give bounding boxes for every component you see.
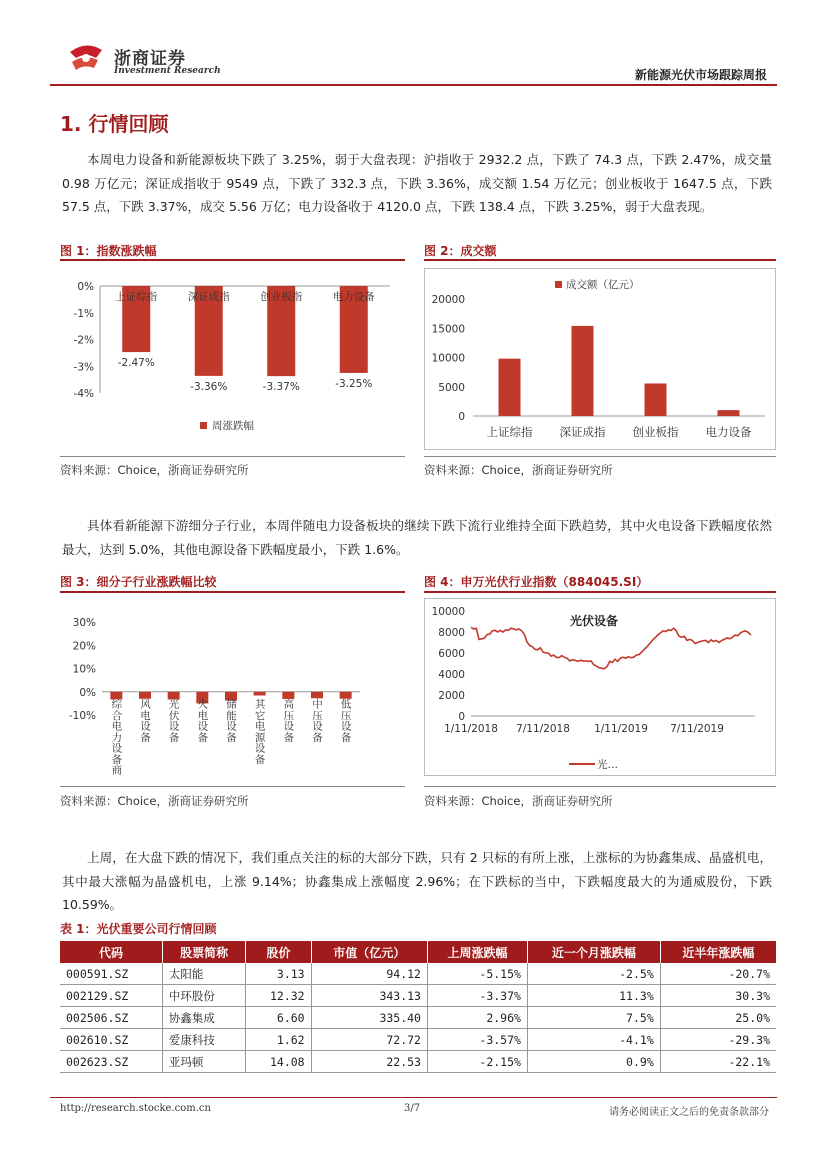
data-label: -3.36% [190, 380, 228, 393]
footer-disclaimer: 请务必阅读正文之后的免责条款部分 [609, 1107, 769, 1118]
y-tick-label: 0% [79, 686, 96, 699]
cell-code: 002610.SZ [60, 1029, 162, 1051]
category-label: 上证综指 [115, 291, 158, 303]
cell-name: 爱康科技 [162, 1029, 246, 1051]
cell-price: 1.62 [246, 1029, 311, 1051]
cell-week-change: -3.37% [427, 985, 527, 1007]
figure-2-bottom-rule [424, 456, 776, 457]
cell-code: 002623.SZ [60, 1051, 162, 1073]
x-tick-label: 7/11/2019 [670, 723, 724, 735]
figure-2-rule [424, 259, 776, 261]
bar-中压设备 [311, 692, 323, 699]
cell-halfyear-change: 30.3% [660, 985, 776, 1007]
cell-month-change: 0.9% [527, 1051, 660, 1073]
y-tick-label: 10000 [431, 606, 465, 618]
y-tick-label: 6000 [438, 648, 465, 660]
y-tick-label: 15000 [431, 323, 465, 336]
y-tick-label: 8000 [438, 627, 465, 639]
figure-1-rule [60, 259, 405, 261]
report-title: 新能源光伏市场跟踪周报 [634, 68, 767, 82]
table-header-row [60, 941, 776, 963]
col-header-market-cap: 市值（亿元） [311, 941, 427, 963]
figure-4-rule [424, 591, 776, 593]
bar-创业板指 [645, 383, 667, 416]
y-tick-label: 30% [72, 617, 96, 629]
category-label: 综合电力设备商 [110, 698, 123, 775]
cell-price: 3.13 [246, 963, 311, 985]
cell-name: 太阳能 [162, 963, 246, 985]
cell-week-change: -3.57% [427, 1029, 527, 1051]
category-label: 储能设备 [225, 698, 237, 742]
bar-上证综指 [499, 359, 521, 416]
figure-3-caption: 图 3：细分子行业涨跌幅比较 [60, 575, 217, 589]
table-row [60, 1051, 776, 1073]
paragraph-sub-industry: 具体看新能源下游细分子行业，本周伴随电力设备板块的继续下跌下流行业维持全面下跌趋势，其中火电设备下跌幅度依然最大，达到 5.0%，其他电源设备下跌幅度最小，下跌 1.6%。 [62, 518, 772, 557]
x-tick-label: 1/11/2018 [444, 723, 498, 735]
cell-code: 002506.SZ [60, 1007, 162, 1029]
cell-market-cap: 22.53 [311, 1051, 427, 1073]
header-divider [50, 84, 777, 86]
cell-market-cap: 72.72 [311, 1029, 427, 1051]
y-tick-label: -4% [73, 388, 94, 400]
cell-market-cap: 343.13 [311, 985, 427, 1007]
cell-week-change: -5.15% [427, 963, 527, 985]
figure-1-caption: 图 1：指数涨跌幅 [60, 244, 157, 258]
table-row [60, 1007, 776, 1029]
y-tick-label: 5000 [438, 381, 465, 394]
category-label: 光伏设备 [167, 698, 180, 742]
data-label: -3.37% [262, 381, 300, 394]
legend-label: 光… [597, 759, 618, 771]
category-label: 上证综指 [486, 425, 533, 439]
footer-divider [50, 1097, 777, 1098]
figure-4-bottom-rule [424, 786, 776, 787]
data-label: -2.47% [117, 357, 155, 370]
cell-week-change: -2.15% [427, 1051, 527, 1073]
x-tick-label: 1/11/2019 [594, 723, 648, 735]
col-header-halfyear-change: 近半年涨跌幅 [660, 941, 776, 963]
table-row [60, 963, 776, 985]
figure-1-source: 资料来源：Choice，浙商证券研究所 [60, 463, 249, 477]
table-row [60, 1029, 776, 1051]
category-label: 火电设备 [196, 698, 209, 742]
figure-1-bottom-rule [60, 456, 405, 457]
y-tick-label: -3% [73, 361, 94, 374]
cell-price: 12.32 [246, 985, 311, 1007]
cell-halfyear-change: -29.3% [660, 1029, 776, 1051]
x-tick-label: 7/11/2018 [516, 723, 570, 735]
turnover-chart [424, 268, 776, 450]
figure-2-source: 资料来源：Choice，浙商证券研究所 [424, 463, 613, 477]
category-label: 电力设备 [332, 291, 375, 303]
paragraph-key-stocks: 上周，在大盘下跌的情况下，我们重点关注的标的大部分下跌，只有 2 只标的有所上涨，上涨标的为协鑫集成、晶盛机电，其中最大涨幅为晶盛机电，上涨 9.14%；协鑫集成上涨幅度 2.96%；在下跌标的当中，下跌幅度最大的为通威股份，下跌 10.59%。 [62, 850, 772, 912]
y-tick-label: 2000 [438, 690, 465, 702]
figure-3-bottom-rule [60, 786, 405, 787]
data-label: -3.25% [335, 377, 373, 390]
section-title: 1. 行情回顾 [60, 112, 169, 136]
col-header-price: 股价 [246, 941, 311, 963]
table-1-caption: 表 1：光伏重要公司行情回顾 [60, 922, 217, 936]
cell-name: 协鑫集成 [162, 1007, 246, 1029]
figure-2-caption: 图 2：成交额 [424, 244, 497, 258]
cell-code: 002129.SZ [60, 985, 162, 1007]
cell-month-change: -2.5% [527, 963, 660, 985]
y-tick-label: 20000 [431, 294, 465, 306]
y-tick-label: 0 [458, 411, 465, 423]
cell-halfyear-change: 25.0% [660, 1007, 776, 1029]
page-number: 3/7 [404, 1103, 421, 1114]
y-tick-label: 0 [458, 711, 465, 723]
cell-month-change: -4.1% [527, 1029, 660, 1051]
figure-3-rule [60, 591, 405, 593]
bar-电力设备 [718, 410, 740, 416]
table-row [60, 985, 776, 1007]
figure-3-source: 资料来源：Choice，浙商证券研究所 [60, 794, 249, 808]
pv-index-chart [424, 598, 776, 776]
brand-name-en: Investment Research [114, 66, 221, 76]
category-label: 风电设备 [139, 698, 151, 742]
cell-code: 000591.SZ [60, 963, 162, 985]
brand-name-cn: 浙商证券 [114, 49, 186, 69]
y-tick-label: 20% [72, 640, 96, 653]
y-tick-label: -2% [73, 334, 94, 347]
bar-其它电源设备 [254, 692, 266, 696]
cell-name: 中环股份 [162, 985, 246, 1007]
col-header-code: 代码 [60, 941, 162, 963]
paragraph-market-summary: 本周电力设备和新能源板块下跌了 3.25%，弱于大盘表现：沪指收于 2932.2 点，下跌了 74.3 点，下跌 2.47%，成交量 0.98 万亿元；深证成指收于 9549 点，下跌了 332.3 点，下跌 3.36%，成交额 1.54 万亿元；创业板收于 1647.5 点，下跌 57.5 点，下跌 3.37%，成交 5.56 万亿；电力设备收于 4120.0 点，下跌 138.4 点，下跌 3.25%，弱于大盘表现。 [62, 152, 772, 214]
series-line-光伏设备 [471, 627, 751, 669]
y-tick-label: -10% [68, 710, 96, 722]
cell-month-change: 7.5% [527, 1007, 660, 1029]
sub-industry-chart [60, 598, 405, 778]
chart-title: 光伏设备 [570, 614, 619, 628]
footer-url[interactable]: http://research.stocke.com.cn [60, 1103, 211, 1114]
cell-halfyear-change: -22.1% [660, 1051, 776, 1073]
cell-month-change: 11.3% [527, 985, 660, 1007]
y-tick-label: 0% [77, 281, 94, 293]
y-tick-label: 10% [72, 663, 96, 676]
cell-price: 14.08 [246, 1051, 311, 1073]
index-change-chart [60, 268, 405, 448]
cell-market-cap: 335.40 [311, 1007, 427, 1029]
y-tick-label: 10000 [431, 352, 465, 365]
col-header-name: 股票简称 [162, 941, 246, 963]
stock-table [60, 941, 776, 1073]
category-label: 深证成指 [559, 425, 606, 439]
category-label: 其它电源设备 [253, 698, 266, 764]
category-label: 中压设备 [311, 698, 323, 742]
cell-name: 亚玛顿 [162, 1051, 246, 1073]
legend-swatch [555, 281, 562, 288]
cell-halfyear-change: -20.7% [660, 963, 776, 985]
category-label: 创业板指 [632, 425, 679, 439]
category-label: 创业板指 [260, 291, 303, 303]
col-header-week-change: 上周涨跌幅 [427, 941, 527, 963]
category-label: 电力设备 [705, 425, 752, 439]
bar-深证成指 [572, 326, 594, 416]
category-label: 低压设备 [339, 698, 352, 742]
y-tick-label: 4000 [438, 669, 465, 681]
legend-swatch [200, 422, 207, 429]
category-label: 高压设备 [282, 698, 295, 742]
brand-logo-icon [66, 42, 106, 74]
y-tick-label: -1% [73, 307, 94, 320]
legend-label: 成交额（亿元） [566, 279, 640, 291]
figure-4-source: 资料来源：Choice，浙商证券研究所 [424, 794, 613, 808]
category-label: 深证成指 [187, 291, 230, 303]
legend-label: 周涨跌幅 [212, 420, 254, 432]
cell-price: 6.60 [246, 1007, 311, 1029]
cell-week-change: 2.96% [427, 1007, 527, 1029]
figure-4-caption: 图 4：申万光伏行业指数（884045.SI） [424, 575, 649, 589]
col-header-month-change: 近一个月涨跌幅 [527, 941, 660, 963]
cell-market-cap: 94.12 [311, 963, 427, 985]
